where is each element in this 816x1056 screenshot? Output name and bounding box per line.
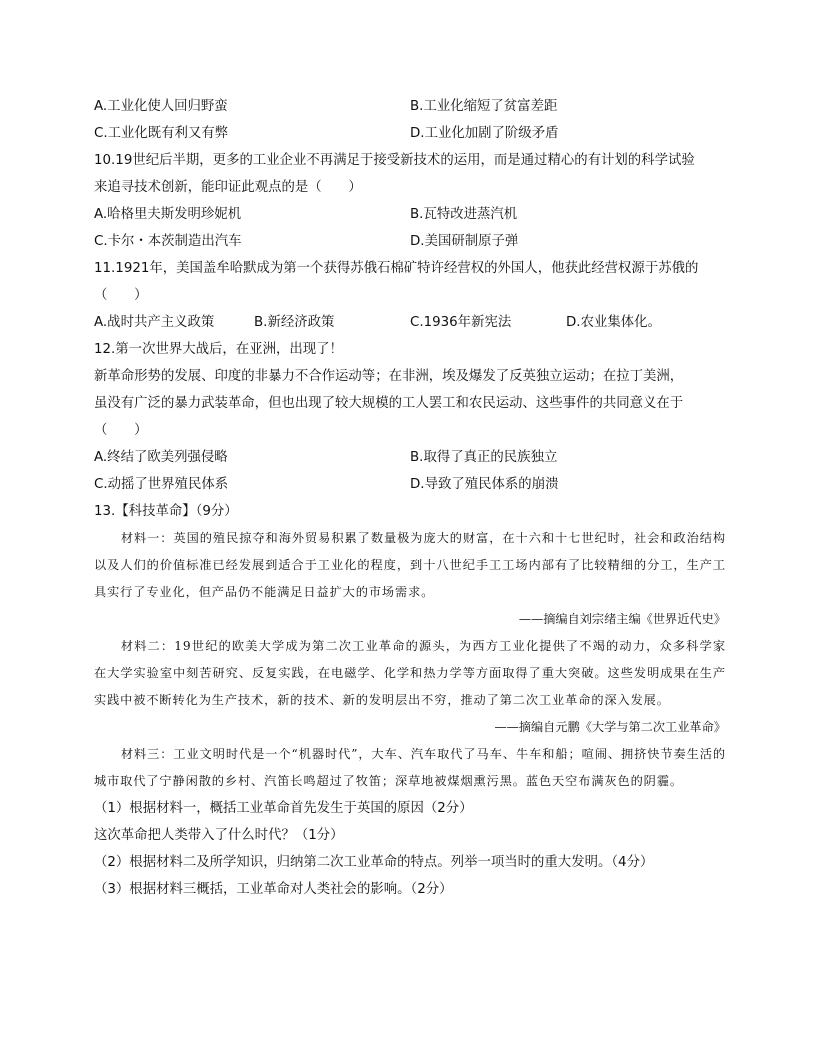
q13-subquestion-1-line-1: （1）根据材料一，概括工业革命首先发生于英国的原因（2分） — [94, 801, 473, 816]
q10-option-b[interactable]: B.瓦特改进蒸汽机 — [410, 207, 518, 222]
q13-subquestion-2: （2）根据材料二及所学知识，归纳第二次工业革命的特点。列举一项当时的重大发明。（4分） — [94, 855, 654, 870]
q11-stem-line-1: 11.1921年，美国盖牟哈默成为第一个获得苏俄石棉矿特许经营权的外国人，他获此经营权源于苏俄的 — [94, 261, 699, 276]
q13-material-3: 材料三：工业文明时代是一个“机器时代”，大车、汽车取代了马车、牛车和船；喧闹、拥挤快节奏生活的城市取代了宁静闲散的乡村、汽笛长鸣超过了牧笛；深草地被煤烟熏污黑。蓝色天空布满灰色的阴霾。 — [94, 747, 726, 788]
q13-subquestion-1-line-2: 这次革命把人类带入了什么时代？（1分） — [94, 828, 344, 843]
q11-option-d[interactable]: D.农业集体化。 — [566, 315, 661, 330]
q12-option-b[interactable]: B.取得了真正的民族独立 — [410, 450, 558, 465]
exam-page — [94, 93, 726, 903]
q9-options-row-2 — [94, 120, 726, 147]
q12-stem-line-2: 新革命形势的发展、印度的非暴力不合作运动等；在非洲，埃及爆发了反英独立运动；在拉丁美洲， — [94, 369, 684, 384]
q13-material-2: 材料二：19世纪的欧美大学成为第二次工业革命的源头，为西方工业化提供了不竭的动力，众多科学家在大学实验室中刻苦研究、反复实践，在电磁学、化学和热力学等方面取得了重大突破。这些发明成果在生产实践中被不断转化为生产技术，新的技术、新的发明层出不穷，推动了第二次工业革命的深入发展。 — [94, 639, 726, 707]
q11-option-c[interactable]: C.1936年新宪法 — [410, 315, 512, 330]
q10-option-a[interactable]: A.哈格里夫斯发明珍妮机 — [94, 207, 242, 222]
q13-title: 13.【科技革命】（9分） — [94, 504, 238, 519]
q12-option-c[interactable]: C.动摇了世界殖民体系 — [94, 477, 229, 492]
q12-option-d[interactable]: D.导致了殖民体系的崩溃 — [410, 477, 559, 492]
q9-options-row-1 — [94, 93, 726, 120]
q12-options-row-1 — [94, 444, 726, 471]
q10-option-c[interactable]: C.卡尔・本茨制造出汽车 — [94, 234, 242, 249]
q9-option-d[interactable]: D.工业化加剧了阶级矛盾 — [410, 126, 559, 141]
q10-stem-line-2: 来追寻技术创新，能印证此观点的是（ ） — [94, 180, 362, 195]
q11-option-a[interactable]: A.战时共产主义政策 — [94, 315, 215, 330]
q9-option-c[interactable]: C.工业化既有利又有弊 — [94, 126, 229, 141]
q11-option-b[interactable]: B.新经济政策 — [254, 315, 335, 330]
q10-option-d[interactable]: D.美国研制原子弹 — [410, 234, 519, 249]
q12-stem-line-4: （ ） — [94, 423, 148, 438]
q12-options-row-2 — [94, 471, 726, 498]
q11-options-row — [94, 309, 726, 336]
q10-options-row-2 — [94, 228, 726, 255]
q12-stem-line-1: 12.第一次世界大战后，在亚洲，出现了！ — [94, 342, 343, 357]
q9-option-b[interactable]: B.工业化缩短了贫富差距 — [410, 99, 558, 114]
q13-source-2: ——摘编自元鹏《大学与第二次工业革命》 — [494, 720, 726, 734]
q11-stem-line-2: （ ） — [94, 288, 148, 303]
q10-stem-line-1: 10.19世纪后半期，更多的工业企业不再满足于接受新技术的运用，而是通过精心的有计划的科学试验 — [94, 153, 695, 168]
q13-source-1: ——摘编自刘宗绪主编《世界近代史》 — [518, 612, 726, 626]
q13-subquestion-3: （3）根据材料三概括，工业革命对人类社会的影响。（2分） — [94, 882, 453, 897]
q13-material-1: 材料一：英国的殖民掠夺和海外贸易积累了数量极为庞大的财富，在十六和十七世纪时，社会和政治结构以及人们的价值标准已经发展到适合于工业化的程度，到十八世纪手工工场内部有了比较精细的分工，生产工具实行了专业化，但产品仍不能满足日益扩大的市场需求。 — [94, 531, 726, 599]
q10-options-row-1 — [94, 201, 726, 228]
q12-option-a[interactable]: A.终结了欧美列强侵略 — [94, 450, 228, 465]
q12-stem-line-3: 虽没有广泛的暴力武装革命，但也出现了较大规模的工人罢工和农民运动、这些事件的共同意义在于 — [94, 396, 684, 411]
q9-option-a[interactable]: A.工业化使人回归野蛮 — [94, 99, 228, 114]
